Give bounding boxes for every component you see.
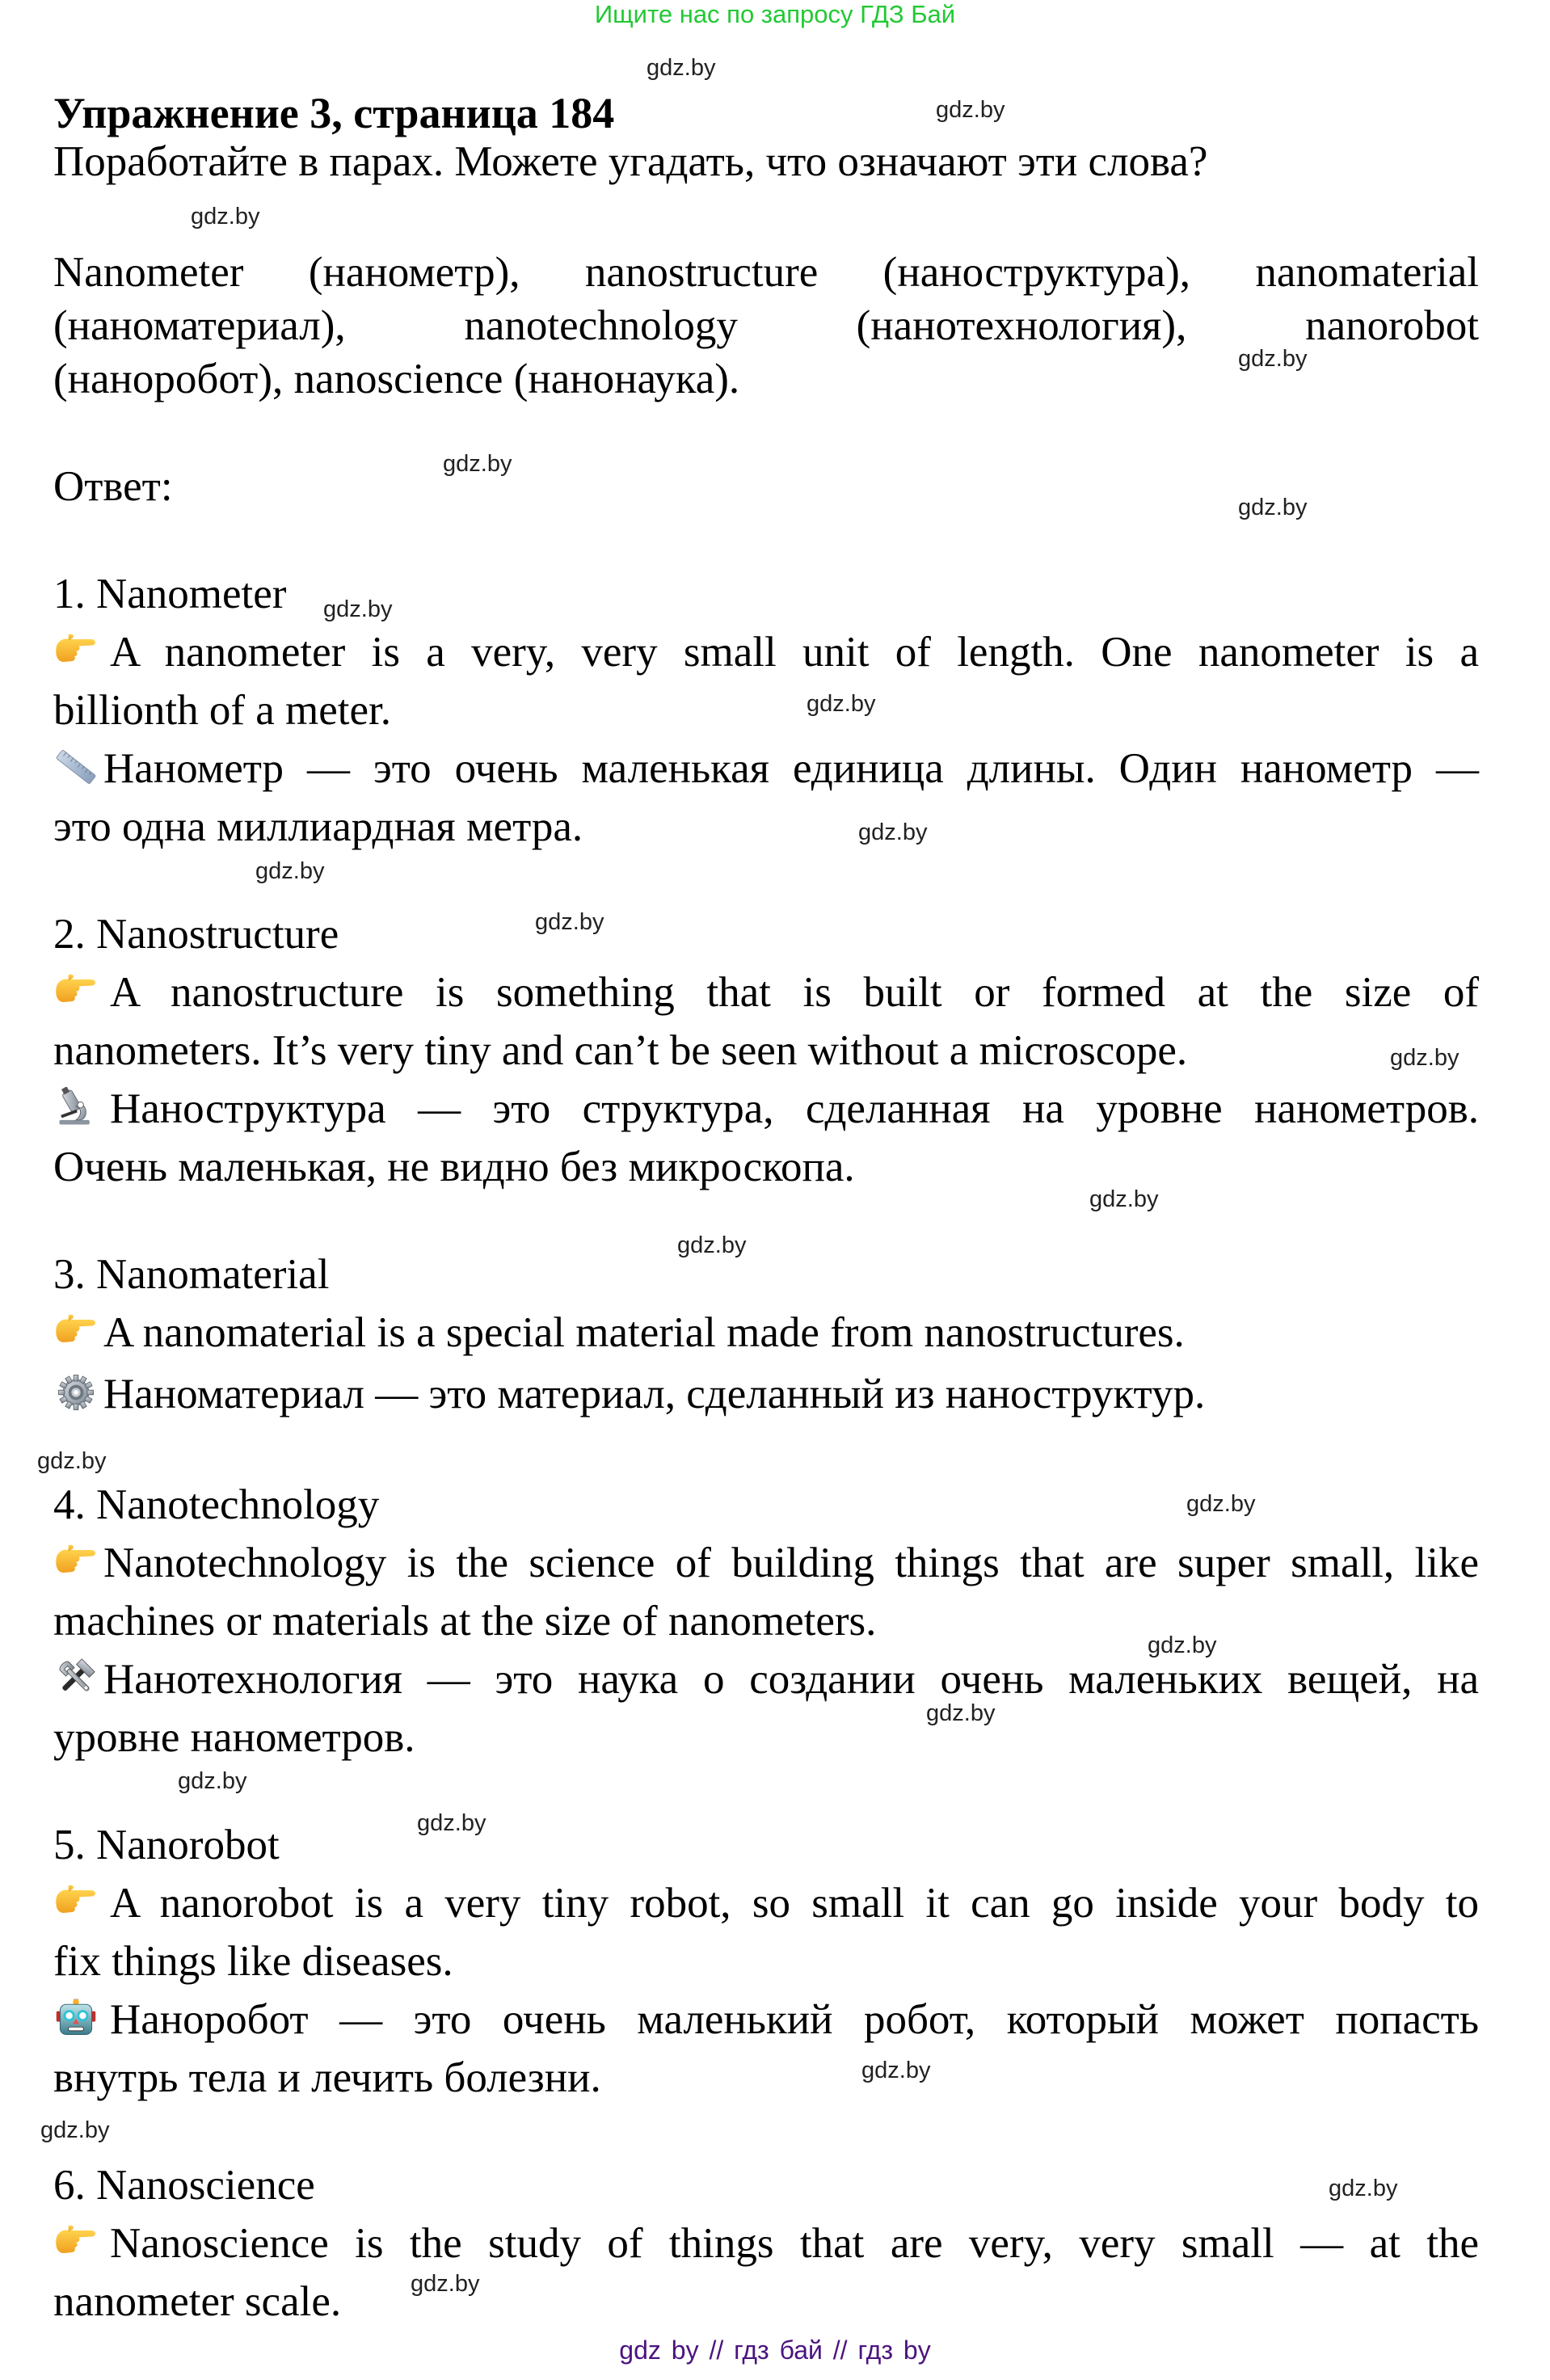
item-en-line: nanometer scale. xyxy=(53,2278,342,2325)
item-en-line: Nanotechnology is the science of building things that are super small, like xyxy=(53,1537,1479,1589)
page-title: Упражнение 3, страница 184 xyxy=(53,89,615,137)
item-en-line: A nanorobot is a very tiny robot, so small it can go inside your body to xyxy=(53,1877,1479,1929)
watermark: gdz.by xyxy=(37,1448,107,1474)
hammer-wrench-icon xyxy=(53,1658,99,1698)
watermark: gdz.by xyxy=(443,451,512,477)
item-title: 1. Nanometer xyxy=(53,571,287,617)
item-en-line: A nanostructure is something that is built or formed at the size of xyxy=(53,967,1479,1018)
pointing-hand-icon xyxy=(53,1881,99,1922)
item-ru-line: Нанотехнология — это наука о создании очень маленьких вещей, на xyxy=(53,1653,1479,1705)
pointing-hand-icon xyxy=(53,1311,99,1351)
item-en-line: Nanoscience is the study of things that are very, very small — at the xyxy=(53,2218,1479,2269)
item-en-line: nanometers. It’s very tiny and can’t be seen without a microscope. xyxy=(53,1027,1188,1074)
item-ru-line: Наноробот — это очень маленький робот, который может попасть xyxy=(53,1994,1479,2045)
item-ru-line: уровне нанометров. xyxy=(53,1714,415,1761)
item-en-line: A nanomaterial is a special material made from nanostructures. xyxy=(53,1307,1479,1358)
item-title: 4. Nanotechnology xyxy=(53,1481,380,1528)
item-title: 3. Nanomaterial xyxy=(53,1251,330,1298)
item-title: 6. Nanoscience xyxy=(53,2162,315,2209)
watermark: gdz.by xyxy=(1238,346,1308,372)
gear-icon xyxy=(53,1372,99,1413)
item-ru-line: это одна миллиардная метра. xyxy=(53,803,583,850)
watermark: gdz.by xyxy=(535,909,604,935)
search-hint-banner[interactable]: Ищите нас по запросу ГДЗ Бай xyxy=(594,0,956,28)
watermark: gdz.by xyxy=(411,2271,480,2297)
pointing-hand-icon xyxy=(53,2222,99,2262)
item-ru-line: Наноструктура — это структура, сделанная на уровне нанометров. xyxy=(53,1083,1479,1135)
words-line-1: Nanometer (нанометр), nanostructure (наноструктура), nanomaterial xyxy=(53,249,1479,296)
watermark: gdz.by xyxy=(936,97,1005,123)
task-text: Поработайте в парах. Можете угадать, что означают эти слова? xyxy=(53,138,1208,185)
robot-icon xyxy=(53,1998,99,2038)
item-ru-line: внутрь тела и лечить болезни. xyxy=(53,2054,601,2101)
item-en-line: fix things like diseases. xyxy=(53,1938,453,1985)
watermark: gdz.by xyxy=(1329,2176,1398,2201)
watermark: gdz.by xyxy=(677,1232,747,1258)
watermark: gdz.by xyxy=(191,204,260,230)
watermark: gdz.by xyxy=(926,1700,996,1726)
item-title: 2. Nanostructure xyxy=(53,911,339,958)
watermark: gdz.by xyxy=(40,2117,110,2143)
watermark: gdz.by xyxy=(1238,495,1308,520)
item-en-line: A nanometer is a very, very small unit of length. One nanometer is a xyxy=(53,626,1479,678)
item-en-line: machines or materials at the size of nanometers. xyxy=(53,1598,877,1645)
watermark: gdz.by xyxy=(178,1768,247,1794)
item-ru-line: Очень маленькая, не видно без микроскопа. xyxy=(53,1144,855,1190)
watermark: gdz.by xyxy=(255,858,325,884)
item-ru-line: Наноматериал — это материал, сделанный из наноструктур. xyxy=(53,1368,1479,1420)
words-line-2: (наноматериал), nanotechnology (нанотехнология), nanorobot xyxy=(53,302,1479,349)
watermark: gdz.by xyxy=(323,596,393,622)
footer-links[interactable]: gdz by // гдз бай // гдз by xyxy=(619,2336,931,2365)
pointing-hand-icon xyxy=(53,630,99,671)
words-line-3: (наноробот), nanoscience (нанонаука). xyxy=(53,356,740,402)
answer-label: Ответ: xyxy=(53,463,173,510)
watermark: gdz.by xyxy=(647,55,716,81)
watermark: gdz.by xyxy=(1186,1491,1256,1517)
item-en-line: billionth of a meter. xyxy=(53,687,392,734)
microscope-icon xyxy=(53,1087,99,1127)
watermark: gdz.by xyxy=(1390,1045,1459,1071)
watermark: gdz.by xyxy=(417,1810,486,1836)
watermark: gdz.by xyxy=(807,691,876,717)
pointing-hand-icon xyxy=(53,971,99,1011)
ruler-icon xyxy=(53,747,99,787)
item-title: 5. Nanorobot xyxy=(53,1822,280,1868)
watermark: gdz.by xyxy=(1089,1186,1159,1212)
watermark: gdz.by xyxy=(858,819,928,845)
watermark: gdz.by xyxy=(1148,1632,1217,1658)
pointing-hand-icon xyxy=(53,1541,99,1582)
watermark: gdz.by xyxy=(861,2058,931,2083)
item-ru-line: Нанометр — это очень маленькая единица длины. Один нанометр — xyxy=(53,743,1479,794)
